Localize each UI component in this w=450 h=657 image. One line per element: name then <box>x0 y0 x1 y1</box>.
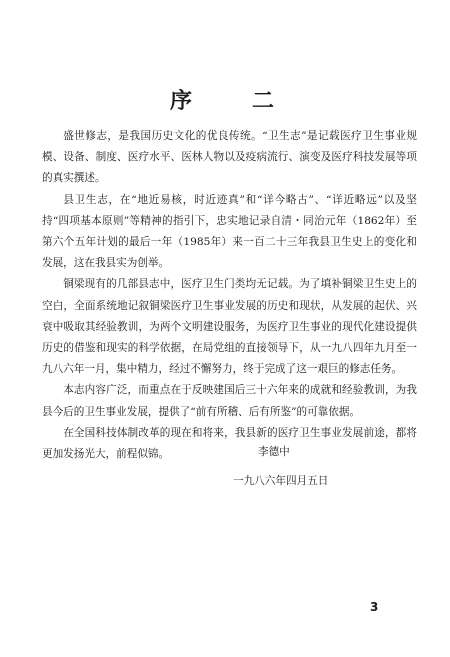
paragraph-5: 在全国科技体制改革的现在和将来，我县新的医疗卫生事业发展前途，都将更加发扬光大，前程似锦。 <box>42 426 417 461</box>
title-char-1: 序 <box>170 88 197 114</box>
paragraph-3: 铜梁现有的几部县志中，医疗卫生门类均无记载。为了填补铜梁卫生史上的空白，全面系统地记叙铜梁医疗卫生事业发展的历史和现状，从发展的起伏、兴衰中吸取其经验教训，为两个文明建设服务，为医疗卫生事业的现代化建设提供历史的借鉴和现实的科学依据，在局党组的直接领导下，从一九八四年九月至一九八六年一月，集中精力，经过不懈努力，终于完成了这一艰巨的修志任务。 <box>42 278 417 376</box>
paragraph-2: 县卫生志，在“地近易核，时近迹真”和“详今略古”、“详近略远”以及坚持“四项基本原则”等精神的指引下，忠实地记录自清・同治元年（1862年）至第六个五年计划的最后一年（1985年）来一百二十三年我县卫生史上的变化和发展，这在我县实为创举。 <box>42 193 417 270</box>
author-signature: 李德中 <box>258 446 290 458</box>
paragraph-1: 盛世修志，是我国历史文化的优良传统。“卫生志”是记载医疗卫生事业规模、设备、制度、医疗水平、医林人物以及疫病流行、演变及医疗科技发展等项的真实撰述。 <box>42 130 417 185</box>
page-number: 3 <box>370 600 379 614</box>
title-char-2: 二 <box>252 88 279 114</box>
signature-date: 一九八六年四月五日 <box>233 475 329 487</box>
preface-body <box>42 126 417 465</box>
paragraph-4: 本志内容广泛，而重点在于反映建国后三十六年来的成就和经验教训，为我县今后的卫生事业发展，提供了“前有所稽、后有所鉴”的可靠依据。 <box>42 384 417 418</box>
